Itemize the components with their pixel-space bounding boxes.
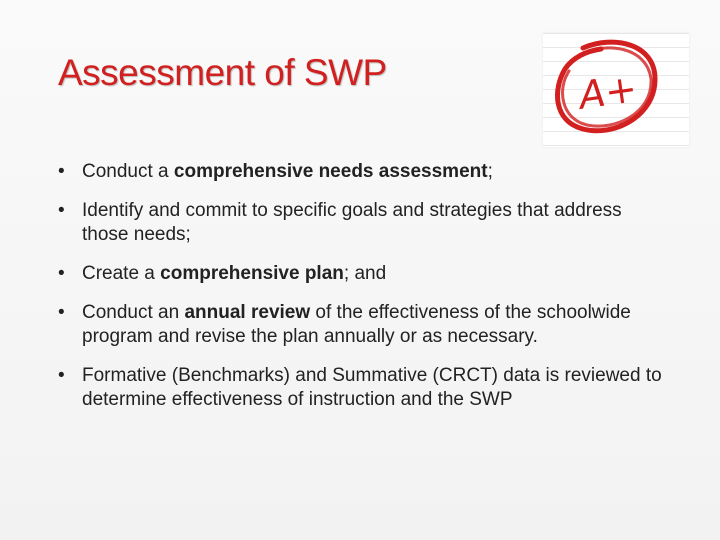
grade-text: A+ <box>576 66 640 118</box>
bullet-text: Formative (Benchmarks) and Summative (CRCT) data is reviewed to determine effectiveness of instruction and the SWP <box>82 365 662 410</box>
bullet-list <box>58 160 668 427</box>
bullet-text: ; and <box>343 263 387 284</box>
grade-a-plus-image <box>543 33 689 147</box>
bullet-item <box>58 160 668 184</box>
bullet-text: of the effectiveness of the schoolwide program and revise the plan annually or as necessary. <box>82 302 631 347</box>
slide-title: Assessment of SWP <box>58 52 387 93</box>
bullet-item <box>58 199 668 247</box>
bullet-text: Identify and commit to specific goals and strategies that address those needs; <box>82 200 622 245</box>
bullet-item <box>58 262 668 286</box>
bullet-bold-text: comprehensive needs assessment <box>173 161 488 182</box>
bullet-text: Conduct an <box>82 302 185 323</box>
bullet-bold-text: comprehensive plan <box>160 263 344 284</box>
bullet-text: Conduct a <box>82 161 174 182</box>
bullet-item <box>58 301 668 349</box>
bullet-text: Create a <box>82 263 161 284</box>
bullet-text: ; <box>487 161 493 182</box>
bullet-bold-text: annual review <box>184 302 311 323</box>
bullet-item <box>58 364 668 412</box>
